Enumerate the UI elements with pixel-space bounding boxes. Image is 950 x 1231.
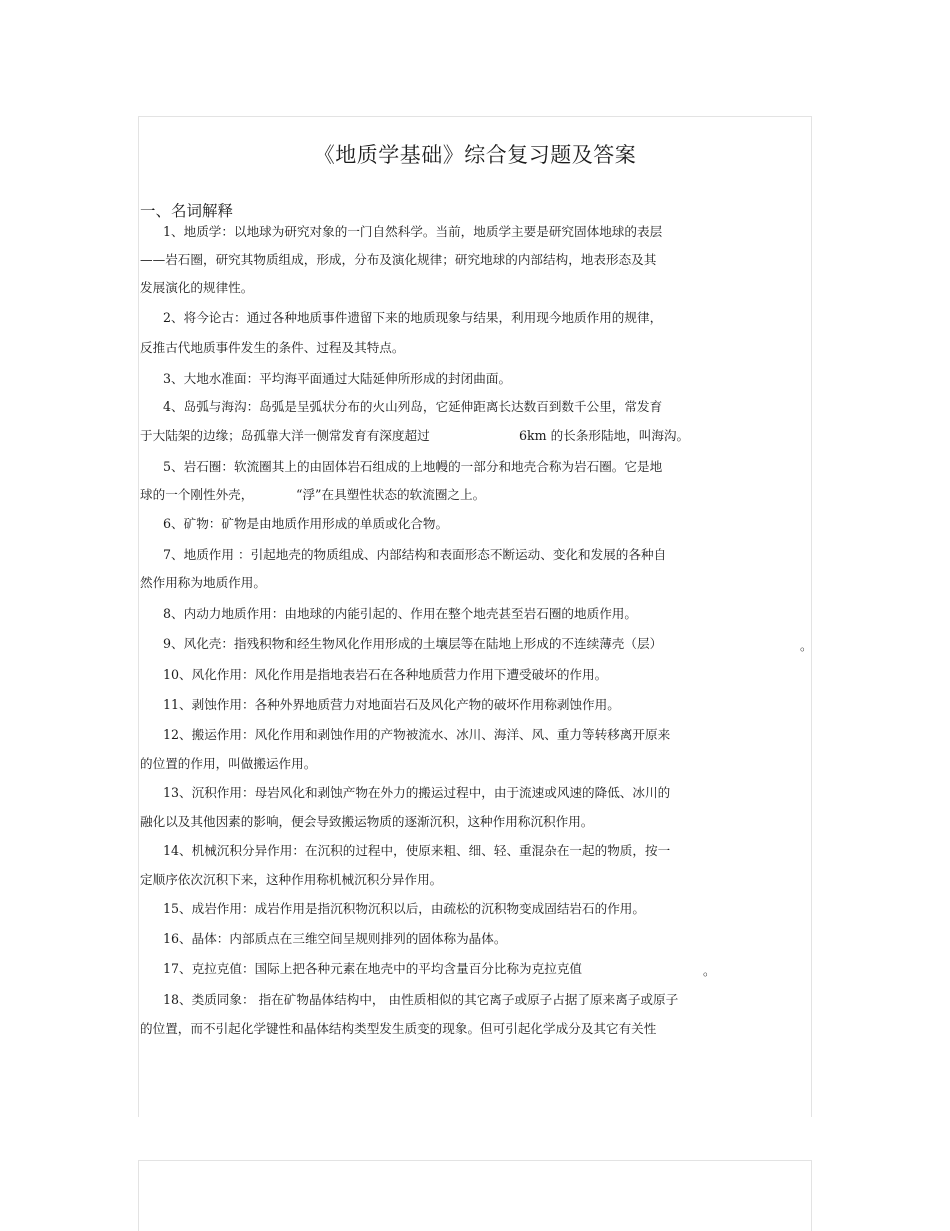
entry-12-line-1: 12、搬运作用：风化作用和剥蚀作用的产物被流水、冰川、海洋、风、重力等转移离开原来: [163, 727, 671, 742]
entry-4-line-1: 4、岛弧与海沟：岛弧是呈弧状分布的火山列岛，它延伸距离长达数百到数千公里，常发育: [163, 399, 663, 414]
entry-8-line-1: 8、内动力地质作用：由地球的内能引起的、作用在整个地壳甚至岩石圈的地质作用。: [163, 606, 637, 621]
entry-1-line-1: 1、地质学：以地球为研究对象的一门自然科学。当前，地质学主要是研究固体地球的表层: [163, 224, 663, 239]
entry-7-line-1: 7、地质作用 ：引起地壳的物质组成、内部结构和表面形态不断运动、变化和发展的各种自: [163, 547, 667, 562]
entry-2-line-1: 2、将今论古：通过各种地质事件遗留下来的地质现象与结果，利用现今地质作用的规律，: [163, 310, 663, 325]
entry-7-line-2: 然作用称为地质作用。: [140, 575, 266, 590]
entry-18-line-1: 18、类质同象： 指在矿物晶体结构中， 由性质相似的其它离子或原子占据了原来离子或原子: [163, 992, 679, 1007]
entry-11-line-1: 11、剥蚀作用：各种外界地质营力对地面岩石及风化产物的破坏作用称剥蚀作用。: [163, 697, 620, 712]
entry-17-line-1: 17、克拉克值：国际上把各种元素在地壳中的平均含量百分比称为克拉克值: [163, 961, 583, 976]
entry-5-line-1: 5、岩石圈：软流圈其上的由固体岩石组成的上地幔的一部分和地壳合称为岩石圈。它是地: [163, 459, 663, 474]
entry-9-line-1: 9、风化壳：指残积物和经生物风化作用形成的土壤层等在陆地上形成的不连续薄壳（层）: [163, 636, 663, 651]
entry-16-line-1: 16、晶体：内部质点在三维空间呈规则排列的固体称为晶体。: [163, 931, 507, 946]
entry-4-line-2: 于大陆架的边缘；岛孤靠大洋一侧常发育有深度超过: [140, 428, 430, 443]
entry-13-line-2: 融化以及其他因素的影响，便会导致搬运物质的逐渐沉积，这种作用称沉积作用。: [140, 814, 594, 829]
entry-12-line-2: 的位置的作用，叫做搬运作用。: [140, 756, 317, 771]
entry-1-line-3: 发展演化的规律性。: [140, 280, 254, 295]
entry-13-line-1: 13、沉积作用：母岩风化和剥蚀产物在外力的搬运过程中，由于流速或风速的降低、冰川的: [163, 785, 671, 800]
entry-5-line-3: “浮”在具塑性状态的软流圈之上。: [296, 487, 486, 502]
entry-2-line-2: 反推古代地质事件发生的条件、过程及其特点。: [140, 340, 405, 355]
entry-14-line-1: 14、机械沉积分异作用：在沉积的过程中，使原来粗、细、轻、重混杂在一起的物质，按一: [163, 843, 671, 858]
entry-15-line-1: 15、成岩作用：成岩作用是指沉积物沉积以后，由疏松的沉积物变成固结岩石的作用。: [163, 901, 645, 916]
entry-6-line-1: 6、矿物：矿物是由地质作用形成的单质或化合物。: [163, 516, 449, 531]
entry-1-line-2: ——岩石圈，研究其物质组成，形成，分布及演化规律；研究地球的内部结构，地表形态及其: [140, 252, 657, 267]
entry-9-line-2: 。: [800, 638, 813, 653]
document-title: 《地质学基础》综合复习题及答案: [313, 143, 637, 167]
entry-14-line-2: 定顺序依次沉积下来，这种作用称机械沉积分异作用。: [140, 872, 443, 887]
next-page-frame: [138, 1160, 812, 1231]
entry-17-line-2: 。: [703, 963, 716, 978]
entry-5-line-2: 球的一个刚性外壳，: [140, 487, 254, 502]
entry-3-line-1: 3、大地水准面：平均海平面通过大陆延伸所形成的封闭曲面。: [163, 371, 512, 386]
entry-18-line-2: 的位置，而不引起化学键性和晶体结构类型发生质变的现象。但可引起化学成分及其它有关性: [140, 1021, 657, 1036]
entry-4-line-3: 6km 的长条形陆地，叫海沟。: [519, 428, 690, 443]
entry-10-line-1: 10、风化作用：风化作用是指地表岩石在各种地质营力作用下遭受破坏的作用。: [163, 667, 608, 682]
section-heading: 一、名词解释: [140, 202, 234, 220]
